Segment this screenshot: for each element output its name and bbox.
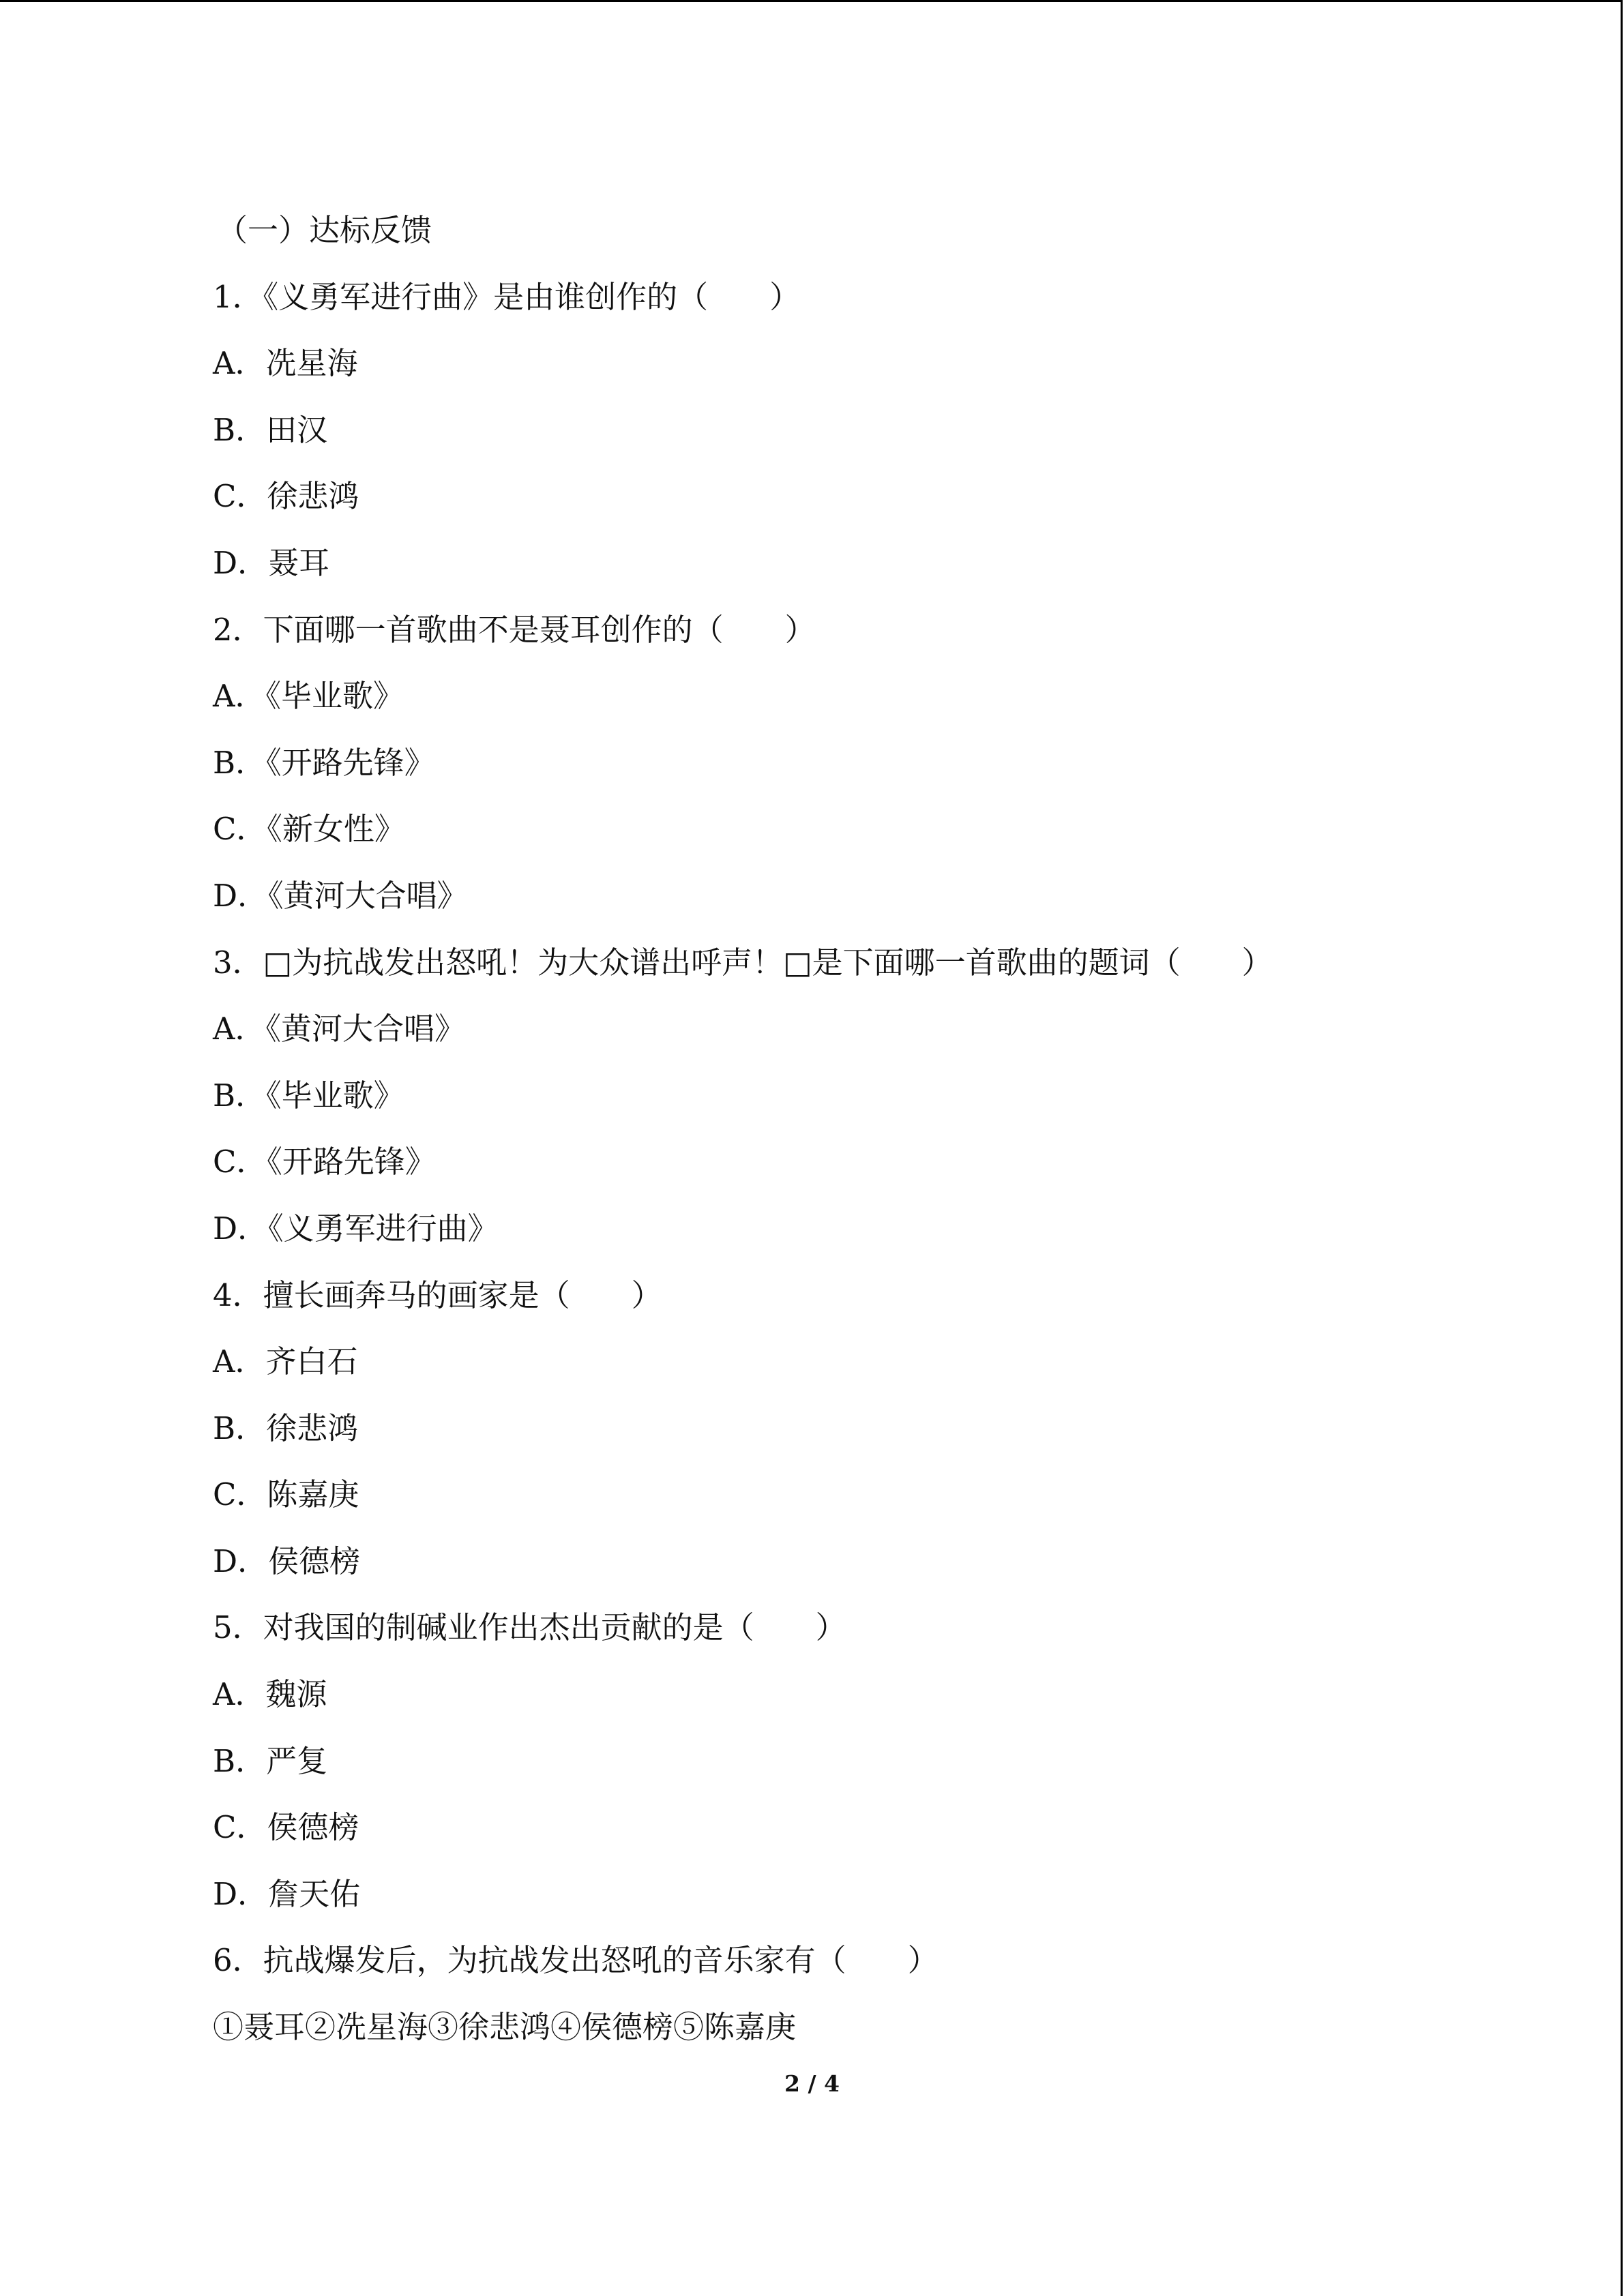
document-body xyxy=(213,203,1509,2067)
question-3-option-c: C．《开路先锋》 xyxy=(213,1144,436,1180)
question-6-choices: ①聂耳②冼星海③徐悲鸿④侯德榜⑤陈嘉庚 xyxy=(213,2009,797,2046)
question-5-option-c: C．侯德榜 xyxy=(213,1809,359,1846)
question-5-option-d: D．詹天佑 xyxy=(213,1875,361,1912)
question-2-option-b: B．《开路先锋》 xyxy=(213,744,435,781)
question-4-option-c: C．陈嘉庚 xyxy=(213,1476,359,1513)
page-number: 2 / 4 xyxy=(784,2070,840,2097)
question-2-option-c: C．《新女性》 xyxy=(213,811,405,848)
question-1-option-a: A．冼星海 xyxy=(213,345,358,382)
question-5-option-a: A．魏源 xyxy=(213,1676,327,1713)
question-3-option-d: D．《义勇军进行曲》 xyxy=(213,1210,499,1247)
question-3-option-b: B．《毕业歌》 xyxy=(213,1077,404,1114)
question-3-option-a: A．《黄河大合唱》 xyxy=(213,1011,465,1047)
question-5-stem: 5．对我国的制碱业作出杰出贡献的是（ ） xyxy=(213,1609,846,1646)
question-1-option-c: C．徐悲鸿 xyxy=(213,478,359,515)
question-1-option-d: D．聂耳 xyxy=(213,544,330,581)
question-1-option-b: B．田汉 xyxy=(213,411,328,448)
section-heading: （一）达标反馈 xyxy=(217,212,432,248)
question-2-option-d: D．《黄河大合唱》 xyxy=(213,877,468,914)
question-3-stem: 3．□为抗战发出怒吼！为大众谱出呼声！□是下面哪一首歌曲的题词（ ） xyxy=(213,944,1273,981)
question-4-option-b: B．徐悲鸿 xyxy=(213,1410,359,1446)
question-1-stem: 1．《义勇军进行曲》是由谁创作的（ ） xyxy=(213,278,801,315)
question-4-option-d: D．侯德榜 xyxy=(213,1542,361,1579)
question-6-stem: 6．抗战爆发后，为抗战发出怒吼的音乐家有（ ） xyxy=(213,1942,939,1979)
question-4-option-a: A．齐白石 xyxy=(213,1343,358,1380)
question-2-stem: 2．下面哪一首歌曲不是聂耳创作的（ ） xyxy=(213,611,816,648)
question-2-option-a: A．《毕业歌》 xyxy=(213,678,404,715)
question-4-stem: 4．擅长画奔马的画家是（ ） xyxy=(213,1277,662,1313)
question-5-option-b: B．严复 xyxy=(213,1742,328,1779)
